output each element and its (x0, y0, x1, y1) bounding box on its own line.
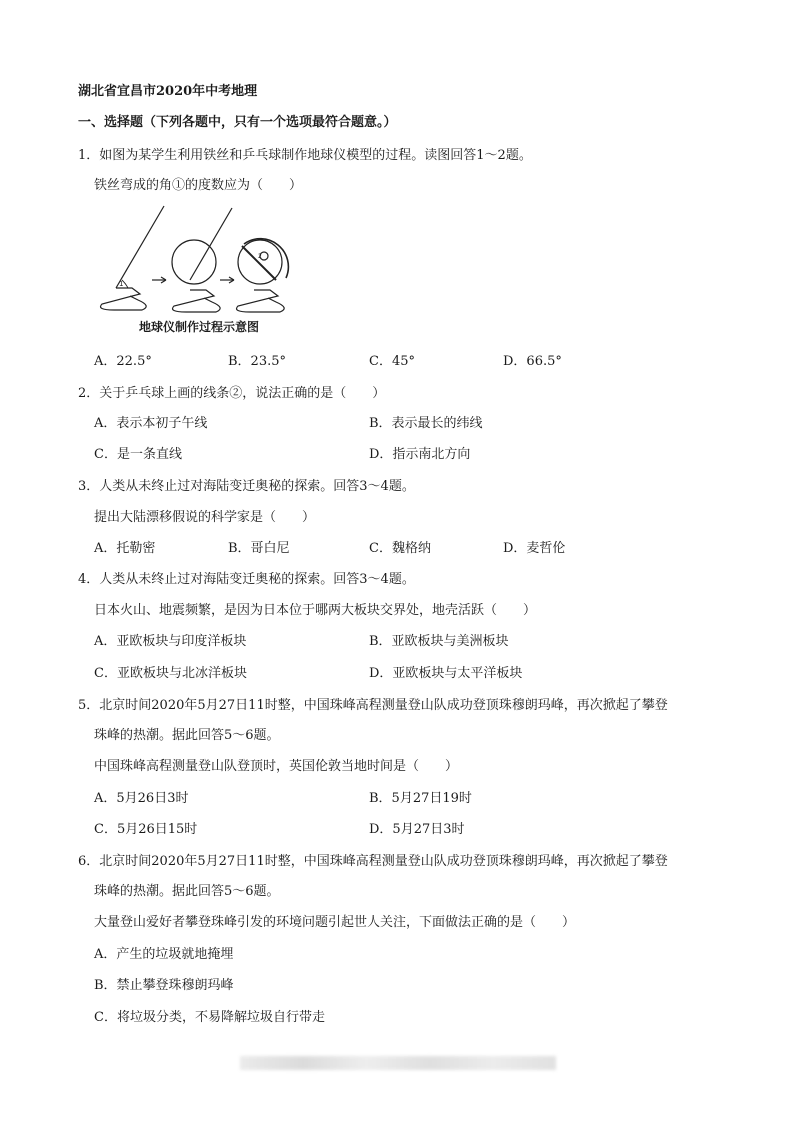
wire-base-3 (237, 290, 285, 312)
label-1: 1 (119, 280, 124, 288)
q1-stem: 1．如图为某学生利用铁丝和乒乓球制作地球仪模型的过程。读图回答1～2题。 (78, 148, 532, 163)
axis-wire-3 (242, 246, 276, 280)
q4-option-c[interactable]: C．亚欧板块与北冰洋板块 (94, 666, 247, 681)
q2-option-a[interactable]: A．表示本初子午线 (94, 416, 208, 431)
q3-option-c[interactable]: C．魏格纳 (369, 541, 431, 556)
globe-model-figure (94, 200, 304, 342)
q1-option-a[interactable]: A．22.5° (94, 354, 152, 369)
q6-stem-line2: 珠峰的热潮。据此回答5～6题。 (94, 884, 280, 899)
q1-option-b[interactable]: B．23.5° (228, 354, 286, 369)
q6-option-c[interactable]: C．将垃圾分类，不易降解垃圾自行带走 (94, 1010, 325, 1025)
q4-stem: 4．人类从未终止过对海陆变迁奥秘的探索。回答3～4题。 (78, 572, 415, 587)
q3-stem: 3．人类从未终止过对海陆变迁奥秘的探索。回答3～4题。 (78, 479, 415, 494)
q6-option-b[interactable]: B．禁止攀登珠穆朗玛峰 (94, 978, 234, 993)
q5-option-c[interactable]: C．5月26日15时 (94, 822, 198, 837)
section-heading: 一、选择题（下列各题中，只有一个选项最符合题意。） (78, 115, 397, 130)
q6-sub: 大量登山爱好者攀登珠峰引发的环境问题引起世人关注，下面做法正确的是（ ） (94, 915, 576, 930)
wire-rod-1 (116, 206, 164, 288)
q5-stem-line1: 5．北京时间2020年5月27日11时整，中国珠峰高程测量登山队成功登顶珠穆朗玛峰，再次掀起了攀登 (78, 698, 668, 713)
q3-option-a[interactable]: A．托勒密 (94, 541, 156, 556)
q2-option-b[interactable]: B．表示最长的纬线 (369, 416, 483, 431)
q4-option-b[interactable]: B．亚欧板块与美洲板块 (369, 634, 509, 649)
blurred-footer (240, 1056, 556, 1070)
q5-option-d[interactable]: D．5月27日3时 (369, 822, 465, 837)
q6-stem-line1: 6．北京时间2020年5月27日11时整，中国珠峰高程测量登山队成功登顶珠穆朗玛峰，再次掀起了攀登 (78, 854, 668, 869)
q1-option-d[interactable]: D．66.5° (503, 354, 562, 369)
wire-base-1 (101, 288, 147, 310)
q1-sub: 铁丝弯成的角①的度数应为（ ） (94, 178, 303, 193)
figure-caption: 地球仪制作过程示意图 (138, 320, 259, 334)
ball-2 (172, 240, 216, 284)
q6-option-a[interactable]: A．产生的垃圾就地掩埋 (94, 947, 234, 962)
q2-option-d[interactable]: D．指示南北方向 (369, 447, 471, 462)
label-2: 2 (258, 253, 262, 260)
globe-model-diagram (94, 200, 304, 318)
q5-option-b[interactable]: B．5月27日19时 (369, 791, 472, 806)
wire-rod-2 (190, 208, 232, 280)
q1-option-c[interactable]: C．45° (369, 354, 415, 369)
q3-option-d[interactable]: D．麦哲伦 (503, 541, 566, 556)
wire-base-2 (173, 290, 221, 312)
q4-option-d[interactable]: D．亚欧板块与太平洋板块 (369, 666, 523, 681)
ball-3 (238, 240, 282, 284)
doc-title: 湖北省宜昌市2020年中考地理 (78, 84, 258, 99)
q3-sub: 提出大陆漂移假说的科学家是（ ） (94, 510, 316, 525)
q4-option-a[interactable]: A．亚欧板块与印度洋板块 (94, 634, 247, 649)
q2-option-c[interactable]: C．是一条直线 (94, 447, 182, 462)
q3-option-b[interactable]: B．哥白尼 (228, 541, 290, 556)
q5-option-a[interactable]: A．5月26日3时 (94, 791, 189, 806)
q5-sub: 中国珠峰高程测量登山队登顶时，英国伦敦当地时间是（ ） (94, 759, 459, 774)
q5-stem-line2: 珠峰的热潮。据此回答5～6题。 (94, 728, 280, 743)
q2-stem: 2．关于乒乓球上画的线条②，说法正确的是（ ） (78, 386, 386, 401)
q4-sub: 日本火山、地震频繁，是因为日本位于哪两大板块交界处，地壳活跃（ ） (94, 603, 537, 618)
